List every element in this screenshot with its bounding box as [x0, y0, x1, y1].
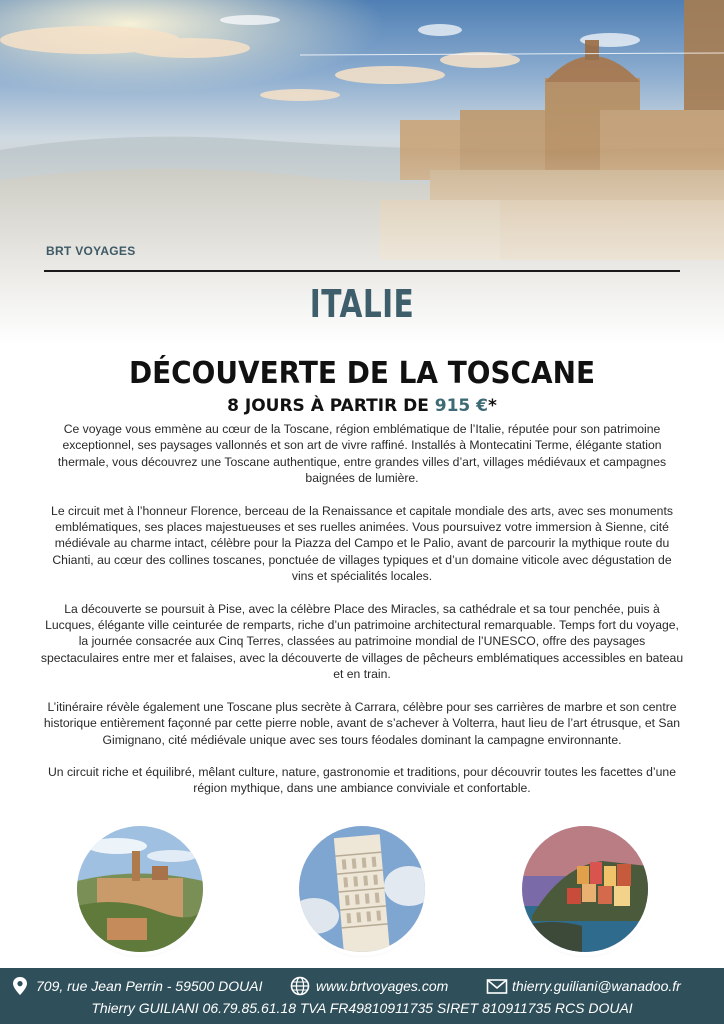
duration-text: 8 JOURS À PARTIR DE	[227, 396, 435, 416]
description-paragraph: L’itinéraire révèle également une Toscane plus secrète à Carrara, célèbre pour ses carrières de marbre et son centre historique entièrement façonné par cette pierre noble, avant de s’achever à Volterra, haut lieu de l’art étrusque, et San Gimignano, cité médiévale unique avec ses tours féodales dominant la campagne environnante.	[43, 699, 681, 747]
globe-icon	[290, 976, 310, 996]
siena-hill-town-photo	[77, 826, 203, 952]
brand-name: BRT VOYAGES	[46, 244, 136, 258]
price-asterisk: *	[487, 396, 497, 416]
tour-title: DÉCOUVERTE DE LA TOSCANE	[128, 356, 596, 391]
description-paragraph: Ce voyage vous emmène au cœur de la Toscane, région emblématique de l’Italie, réputée pour son patrimoine exceptionnel, ses paysages vallonnés et son art de vivre raffiné. Installés à Montecatini Terme, élégante station thermale, vous découvrez une Toscane authentique, entre grandes villes d’art, villages médiévaux et campagnes baignées de lumière.	[57, 422, 667, 486]
footer-website[interactable]	[290, 976, 448, 996]
website-link[interactable]: www.brtvoyages.com	[316, 978, 449, 994]
tour-description	[40, 421, 684, 813]
pisa-leaning-tower-photo	[299, 826, 425, 952]
location-pin-icon	[10, 976, 30, 996]
footer-address	[10, 976, 262, 996]
tour-duration-price	[0, 396, 724, 416]
cinque-terre-village-photo	[522, 826, 648, 952]
email-link[interactable]: thierry.guiliani@wanadoo.fr	[512, 978, 681, 994]
description-paragraph: Le circuit met à l’honneur Florence, berceau de la Renaissance et capitale mondiale des arts, avec ses monuments emblématiques, ses places majestueuses et ses ruelles animées. Vous poursuivez votre immersion à Sienne, cité médiévale au charme intact, célèbre pour la Piazza del Campo et le Palio, avant de parcourir la mythique route du Chianti, au cœur des collines toscanes, ponctuée de villages typiques et d’un domaine viticole avec dégustation de vins et spécialités locales.	[51, 503, 673, 584]
legal-info: Thierry GUILIANI 06.79.85.61.18 TVA FR49810911735 SIRET 810911735 RCS DOUAI	[91, 1000, 633, 1016]
address-text: 709, rue Jean Perrin - 59500 DOUAI	[36, 978, 263, 994]
price-value: 915 €	[434, 396, 488, 416]
description-paragraph: Un circuit riche et équilibré, mêlant culture, nature, gastronomie et traditions, pour découvrir toutes les facettes d’une région mythique, dans une ambiance conviviale et confortable.	[48, 764, 676, 796]
country-title: ITALIE	[309, 282, 415, 326]
footer	[0, 968, 724, 1024]
header-divider	[44, 270, 680, 272]
description-paragraph: La découverte se poursuit à Pise, avec la célèbre Place des Miracles, sa cathédrale et sa tour penchée, puis à Lucques, élégante ville ceinturée de remparts, riche d’un patrimoine architectural remarquable. Temps fort du voyage, la journée consacrée aux Cinq Terres, classées au patrimoine mondial de l’UNESCO, offre des paysages spectaculaires entre mer et falaises, avec la découverte de villages de pêcheurs emblématiques accessibles en bateau et en train.	[40, 601, 684, 682]
envelope-icon	[486, 976, 506, 996]
hero-banner	[0, 0, 724, 345]
footer-email[interactable]	[486, 976, 681, 996]
